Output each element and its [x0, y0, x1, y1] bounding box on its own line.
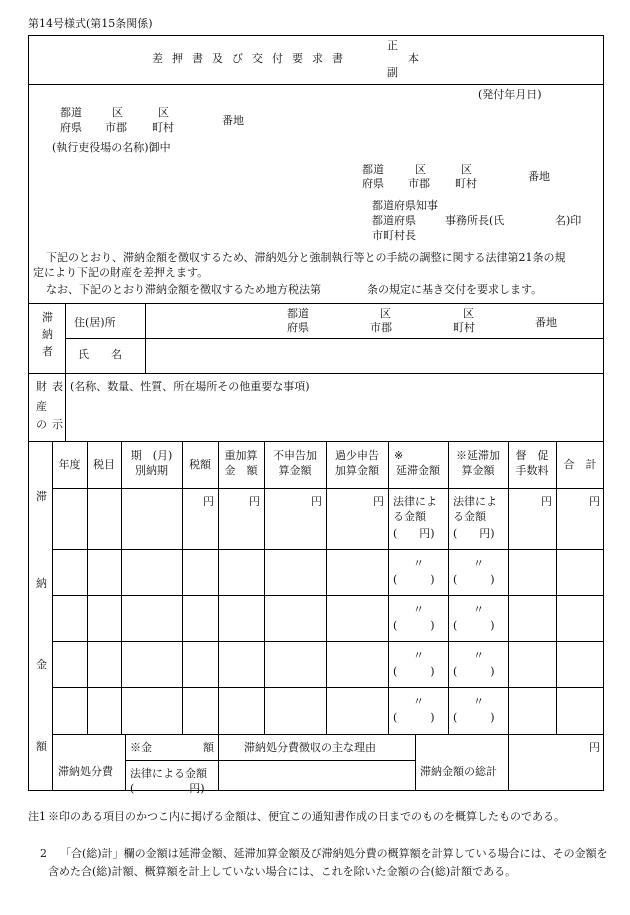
col-period-1: 期 (月)	[130, 449, 173, 462]
body-p2-line2: 条の規定に基き交付を要求します。	[367, 283, 543, 296]
grid-row-line-4	[52, 641, 604, 642]
col-under-1: 過少申告	[335, 449, 379, 462]
disposal-label: 滞納処分費	[58, 765, 113, 778]
grid-col-line-9	[508, 441, 509, 734]
total-yen: 円	[589, 495, 600, 508]
property-side-4: の	[36, 418, 47, 431]
grid-row-line-2	[52, 549, 604, 550]
col-heavy-1: 重加算	[224, 449, 258, 462]
col-undecl-1: 不申告加	[273, 449, 317, 462]
late-ditto-2: 〃	[413, 603, 424, 616]
late-law-paren: ( 円)	[393, 527, 435, 540]
note-1-head: 注1	[28, 810, 46, 823]
disposal-row-divider	[125, 760, 415, 761]
sender-jimusho-a: 都道府県	[372, 214, 416, 227]
body-p1-line2: 定により下記の財産を差押えます。	[33, 266, 209, 279]
property-side-3: 産	[36, 400, 47, 413]
col-period-2: 別納期	[135, 464, 168, 477]
property-side-5: 示	[52, 418, 63, 431]
latead-ditto-1: 〃	[473, 557, 484, 570]
note-2-head: 2	[40, 847, 47, 860]
latead-paren-4: ( )	[453, 711, 495, 724]
fee-yen: 円	[541, 495, 552, 508]
latead-ditto-4: 〃	[473, 695, 484, 708]
taxpayer-pref-2: 府県	[287, 321, 309, 334]
col-under-2: 加算金額	[335, 464, 379, 477]
arrears-side-4: 額	[36, 740, 47, 753]
grid-col-line-8	[448, 441, 449, 734]
grid-col-line-5	[264, 441, 265, 734]
taxpayer-banchi: 番地	[535, 316, 557, 329]
body-p1-line1: 下記のとおり、滞納金額を徴収するため、滞納処分と強制執行等との手続の調整に関する法律第21条の規	[46, 251, 566, 264]
col-latead-1: ※延滞加	[456, 449, 500, 462]
taxpayer-address-label: 住(居)所	[74, 316, 116, 329]
body-p2-line1: なお、下記のとおり滞納金額を徴収するため地方税法第	[46, 283, 321, 296]
disposal-law-paren: ( 円)	[130, 782, 205, 795]
taxpayer-ku-3: 区	[463, 307, 474, 320]
tax-yen: 円	[203, 495, 214, 508]
property-description: (名称、数量、性質、所在場所その他重要な事項)	[70, 380, 310, 393]
taxpayer-side-2: 納	[42, 328, 53, 341]
col-fee-1: 督 促	[515, 449, 549, 462]
latead-paren-1: ( )	[453, 573, 495, 586]
sender-seal: 名)印	[555, 214, 582, 227]
arrears-side-2: 納	[36, 577, 47, 590]
taxpayer-ku-2: 市郡	[370, 321, 392, 334]
taxpayer-row-divider	[65, 338, 604, 339]
under-yen: 円	[373, 495, 384, 508]
late-paren-4: ( )	[393, 711, 435, 724]
col-fee-2: 手数料	[515, 464, 549, 477]
form-title: 差押書及び交付要求書	[152, 52, 352, 65]
addressee-ku-4: 町村	[152, 121, 174, 134]
col-undecl-2: 算金額	[278, 464, 312, 477]
title-alt-top: 正	[387, 39, 398, 52]
grid-col-line-10	[556, 441, 557, 734]
property-divider	[28, 441, 604, 442]
heavy-yen: 円	[249, 495, 260, 508]
col-late-1: ※	[394, 449, 404, 462]
col-late-2: 延滞金額	[396, 464, 440, 477]
disposal-reason: 滞納処分費徴収の主な理由	[244, 741, 376, 754]
grid-col-line-4	[218, 441, 219, 734]
arrears-side-3: 金	[36, 658, 47, 671]
addressee-pref-2: 府県	[60, 121, 82, 134]
grid-col-line-7	[388, 441, 389, 734]
late-ditto-4: 〃	[413, 695, 424, 708]
latead-law-2: る金額	[453, 510, 486, 523]
latead-paren-3: ( )	[453, 665, 495, 678]
taxpayer-divider	[28, 373, 604, 374]
arrears-side-divider	[52, 441, 53, 791]
grid-row-line-5	[52, 687, 604, 688]
sender-jimusho-b: 事務所長(氏	[445, 214, 505, 227]
late-ditto-3: 〃	[413, 649, 424, 662]
late-paren-1: ( )	[393, 573, 435, 586]
disposal-amount-divider	[218, 734, 219, 791]
property-side-divider	[65, 373, 66, 441]
latead-law-1: 法律によ	[453, 495, 497, 508]
grid-row-line-3	[52, 595, 604, 596]
disposal-reason-divider	[415, 734, 416, 791]
col-latead-2: 算金額	[461, 464, 495, 477]
issue-date: (発付年月日)	[478, 88, 542, 101]
col-item: 税目	[93, 458, 115, 471]
late-law-2: る金額	[393, 510, 426, 523]
addressee-banchi: 番地	[222, 114, 244, 127]
col-total: 合 計	[563, 458, 597, 471]
addressee-pref-1: 都道	[60, 106, 82, 119]
disposal-estimate-a: ※金	[130, 741, 152, 754]
grid-row-line-1	[52, 488, 604, 489]
title-divider	[28, 84, 604, 85]
sender-shichoson: 市町村長	[372, 229, 416, 242]
total-arrears-label: 滞納金額の総計	[420, 765, 497, 778]
taxpayer-name-label: 氏 名	[78, 348, 122, 361]
late-paren-3: ( )	[393, 665, 435, 678]
latead-ditto-3: 〃	[473, 649, 484, 662]
addressee-ku-2: 市郡	[105, 121, 127, 134]
taxpayer-ku-1: 区	[380, 307, 391, 320]
property-side-2: 表	[52, 380, 63, 393]
sender-ku-2: 市郡	[408, 177, 430, 190]
latead-ditto-2: 〃	[473, 603, 484, 616]
property-side-1: 財	[36, 380, 47, 393]
sender-pref-2: 府県	[362, 177, 384, 190]
addressee-ku-3: 区	[158, 106, 169, 119]
latead-law-paren: ( 円)	[453, 527, 495, 540]
col-heavy-2: 金 額	[224, 464, 258, 477]
late-law-1: 法律によ	[393, 495, 437, 508]
latead-paren-2: ( )	[453, 619, 495, 632]
grid-col-line-6	[326, 441, 327, 734]
form-number: 第14号様式(第15条関係)	[28, 17, 153, 30]
sender-ku-3: 区	[461, 163, 472, 176]
late-ditto-1: 〃	[413, 557, 424, 570]
addressee-office: (執行吏役場の名称)御中	[52, 141, 171, 154]
total-arrears-yen: 円	[589, 741, 600, 754]
undecl-yen: 円	[311, 495, 322, 508]
grid-col-line-1	[87, 441, 88, 734]
sender-ku-4: 町村	[455, 177, 477, 190]
grid-col-line-3	[182, 441, 183, 734]
note-1: ※印のある項目のかつこ内に掲げる金額は、便宜この通知書作成の日までのものを概算したものである。	[48, 810, 565, 823]
disposal-label-divider	[125, 734, 126, 791]
grid-col-line-2	[121, 441, 122, 734]
title-alt-mid: 本	[408, 52, 419, 65]
col-year: 年度	[58, 458, 81, 471]
taxpayer-side-3: 者	[42, 345, 53, 358]
title-alt-bottom: 副	[387, 66, 398, 79]
addressee-ku-1: 区	[112, 106, 123, 119]
sender-pref-1: 都道	[362, 163, 384, 176]
header-divider	[28, 303, 604, 304]
taxpayer-ku-4: 町村	[453, 321, 475, 334]
grid-row-line-6	[52, 734, 604, 735]
col-tax: 税額	[189, 458, 211, 471]
taxpayer-side-1: 滞	[42, 311, 53, 324]
disposal-law-label: 法律による金額	[130, 767, 207, 780]
sender-ku-1: 区	[415, 163, 426, 176]
arrears-side-1: 滞	[36, 490, 47, 503]
late-paren-2: ( )	[393, 619, 435, 632]
disposal-estimate-b: 額	[203, 741, 214, 754]
note-2: 「合(総)計」欄の金額は延滞金額、延滞加算金額及び滞納処分費の概算額を計算している場合には、その金額を含めた合(総)計額、概算額を計上していない場合には、これを除いた金額の合(総)計額である。	[48, 847, 608, 878]
taxpayer-pref-1: 都道	[287, 307, 309, 320]
sender-banchi: 番地	[528, 170, 550, 183]
sender-chiji: 都道府県知事	[372, 199, 438, 212]
